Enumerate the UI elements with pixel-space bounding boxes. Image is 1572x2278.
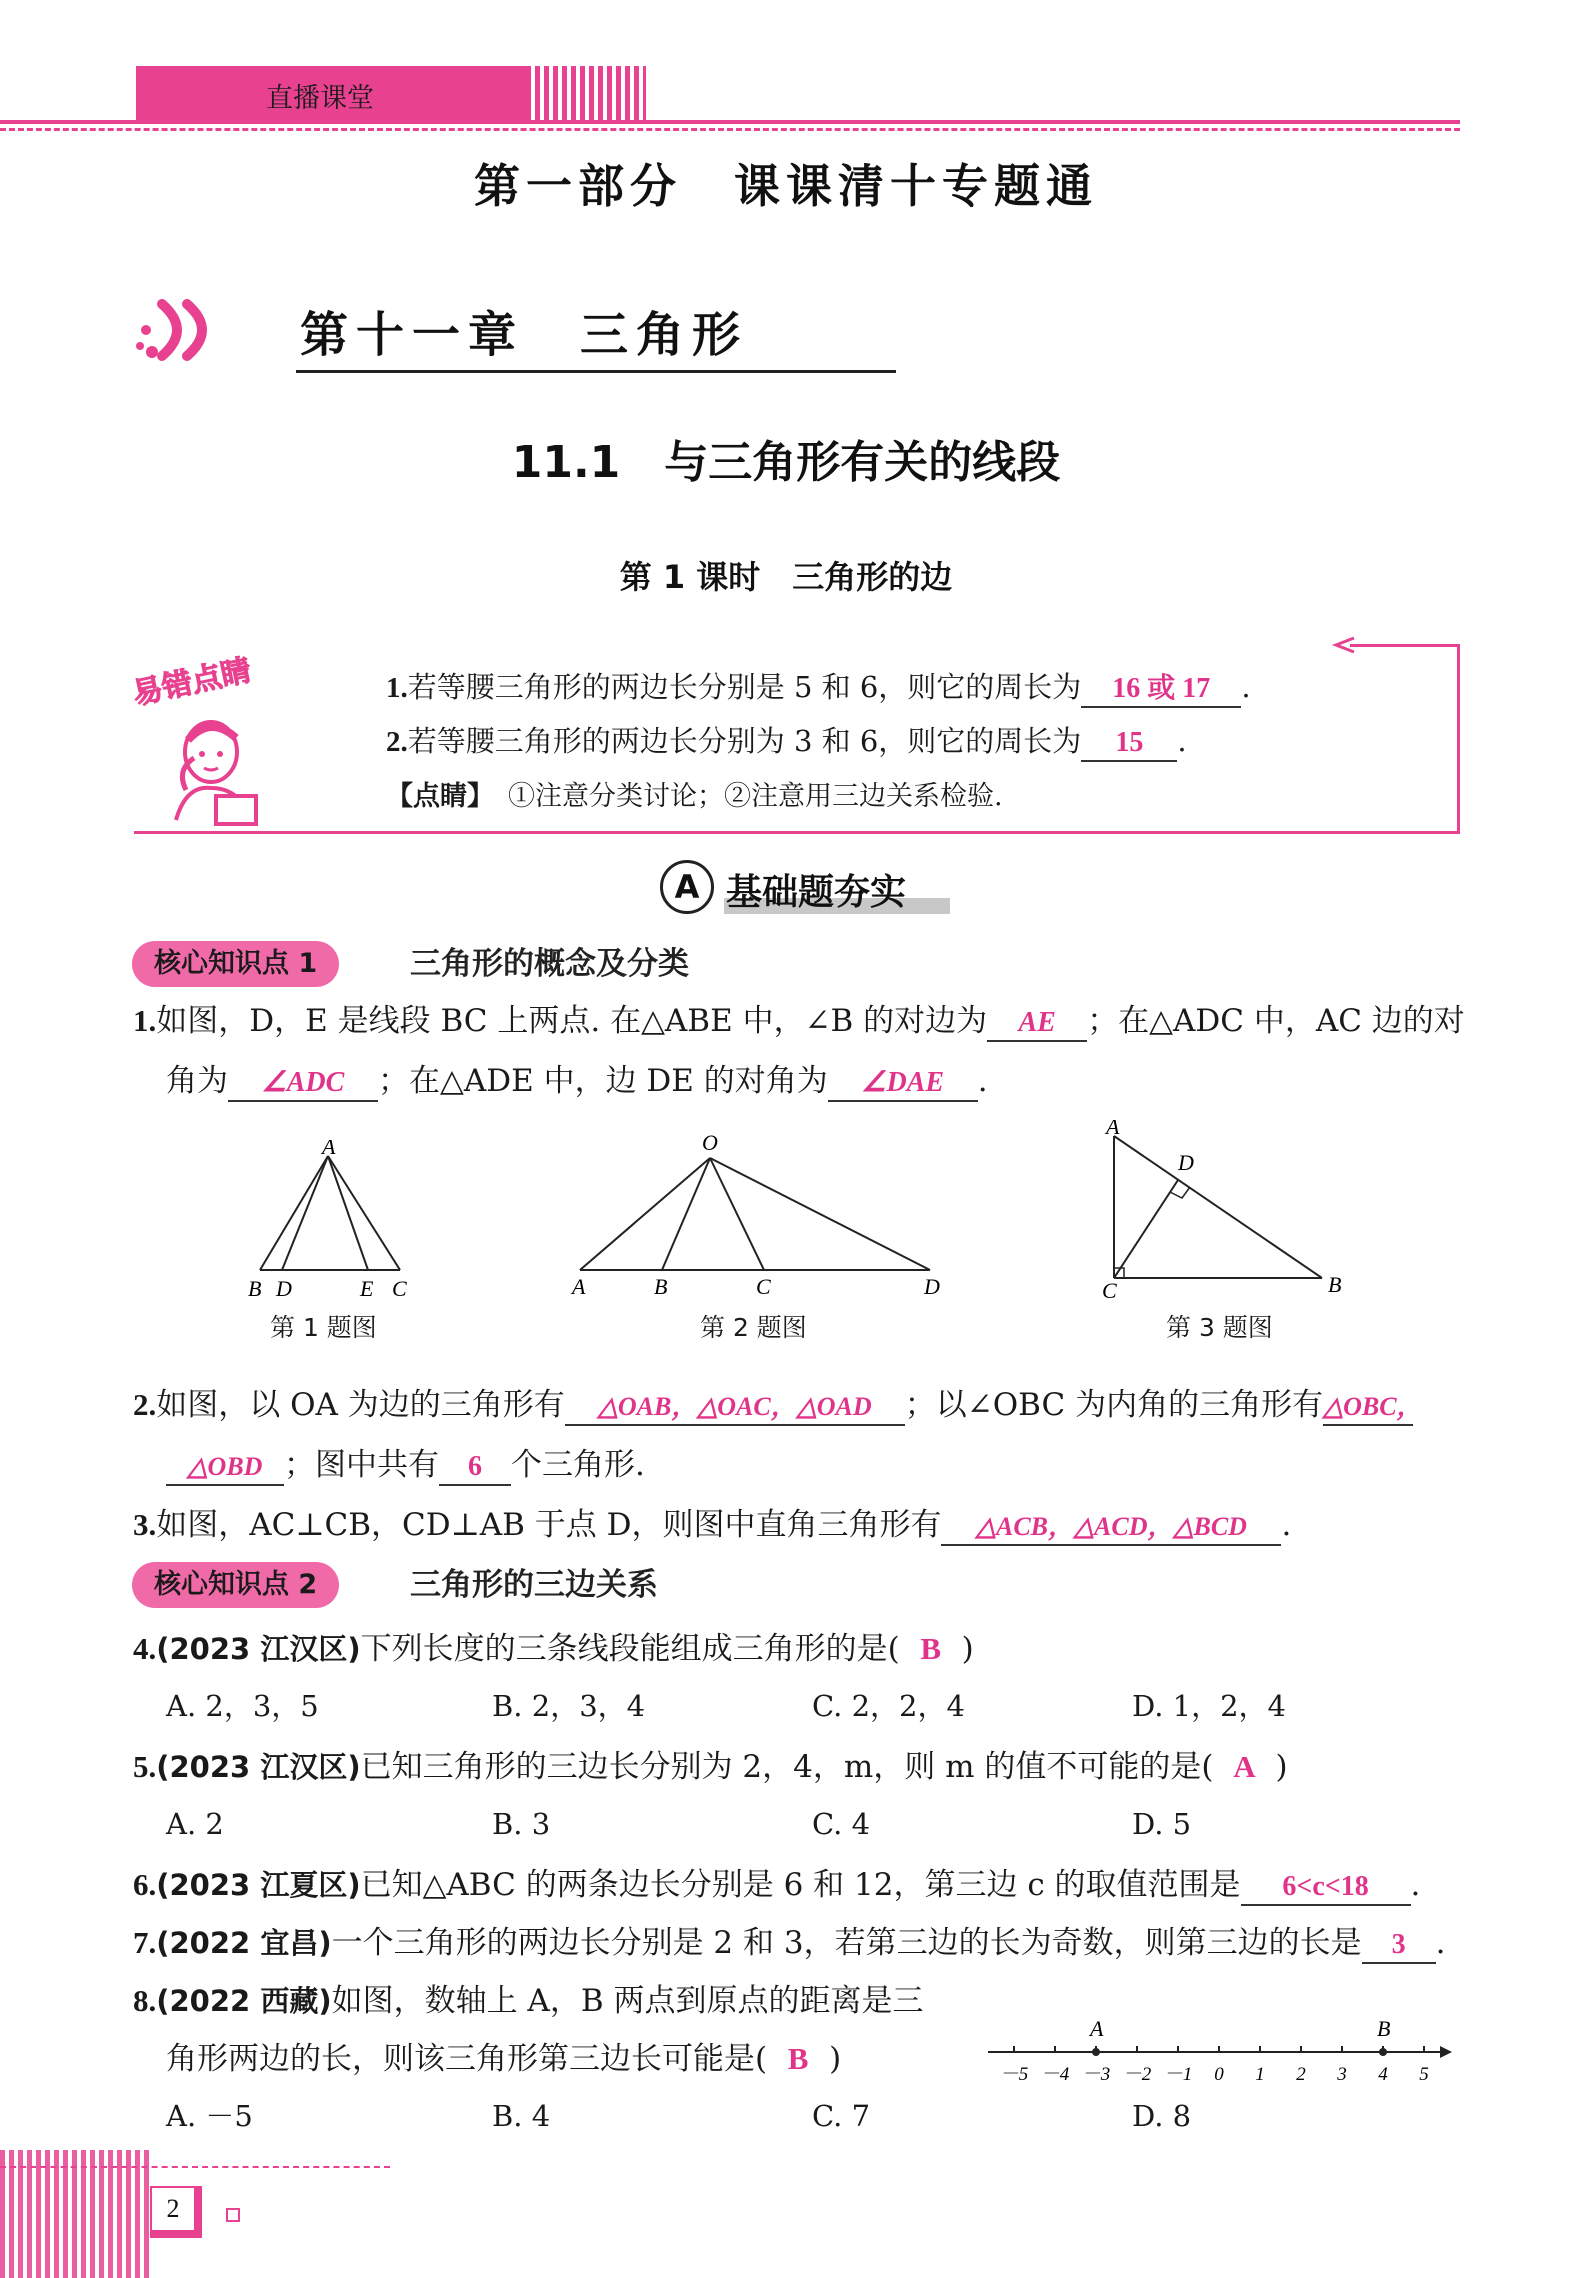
q1-answer-3: ∠DAE: [828, 1066, 978, 1102]
number-line-tick-label: 2: [1296, 2064, 1306, 2085]
number-line-tick-label: －3: [1081, 2064, 1111, 2085]
section-a-title: 基础题夯实: [726, 872, 907, 913]
fig2-label-o: O: [702, 1130, 718, 1155]
question-1-line1: 1.如图，D，E 是线段 BC 上两点. 在△ABE 中，∠B 的对边为 AE ；在△ADC 中，AC 边的对: [133, 998, 1465, 1044]
arrow-left-icon: [1326, 632, 1356, 658]
q4-answer: B: [920, 1631, 942, 1666]
q4-option-b: B. 2，3，4: [492, 1689, 646, 1723]
fig2-label-a: A: [572, 1274, 586, 1298]
error-tip: 【点睛】 ①注意分类讨论；②注意用三边关系检验.: [386, 781, 1003, 812]
chapter-arrow-icon: [132, 296, 232, 366]
q8-option-b: B. 4: [492, 2099, 551, 2133]
figure-1: [240, 1140, 420, 1300]
q4-option-a: A. 2，3，5: [166, 1689, 319, 1723]
q5-answer: A: [1233, 1749, 1256, 1784]
question-8-line2: 角形两边的长，则该三角形第三边长可能是( B ): [166, 2036, 841, 2082]
fig2-label-b: B: [654, 1274, 668, 1298]
question-5: 5.(2023 江汉区)已知三角形的三边长分别为 2，4，m，则 m 的值不可能的是( A ): [133, 1744, 1288, 1790]
section-a-heading: [660, 858, 960, 920]
banner-text: 直播课堂: [266, 83, 374, 114]
q4-option-d: D. 1，2，4: [1132, 1689, 1287, 1723]
question-6: 6.(2023 江夏区)已知△ABC 的两条边长分别是 6 和 12，第三边 c 的取值范围是 6<c<18 .: [133, 1862, 1420, 1908]
q5-option-d: D. 5: [1132, 1807, 1192, 1841]
fig2-label-c: C: [756, 1274, 771, 1298]
section-a-badge: A: [660, 860, 714, 914]
q2-answer-2b: △OBD: [166, 1450, 284, 1486]
q3-answer: △ACB，△ACD，△BCD: [941, 1510, 1281, 1546]
number-line-tick-label: 1: [1255, 2064, 1265, 2085]
fig1-label-a: A: [322, 1140, 336, 1159]
q5-option-c: C. 4: [812, 1807, 871, 1841]
question-2-line2: △OBD ；图中共有 6 个三角形.: [166, 1442, 645, 1488]
chapter-underline: [296, 370, 896, 373]
q8-option-d: D. 8: [1132, 2099, 1192, 2133]
kp2-title: 三角形的三边关系: [410, 1567, 658, 1603]
error-q2-answer: 15: [1081, 726, 1177, 762]
footer-dash: [0, 2166, 390, 2168]
kp2-pill: 核心知识点 2: [132, 1562, 339, 1608]
question-1-line2: 角为 ∠ADC ；在△ADE 中，边 DE 的对角为 ∠DAE .: [166, 1058, 988, 1104]
page-number-box: [150, 2186, 202, 2238]
number-line-point-a-label: A: [1090, 2016, 1104, 2041]
q7-answer: 3: [1362, 1928, 1436, 1964]
error-badge-text: 易错点睛: [129, 652, 255, 713]
kp1-title: 三角形的概念及分类: [410, 946, 689, 982]
number-line-point-b: [1379, 2048, 1387, 2056]
fig1-label-b: B: [248, 1276, 262, 1300]
number-line-tick-label: 5: [1419, 2064, 1429, 2085]
number-line-tick-label: 3: [1337, 2064, 1347, 2085]
part-title: 第一部分 课课清十专题通: [474, 159, 1098, 213]
section-title: 11.1 与三角形有关的线段: [511, 437, 1061, 488]
header-banner: [136, 66, 736, 124]
figure-3: [1090, 1120, 1350, 1300]
q8-option-c: C. 7: [812, 2099, 871, 2133]
q1-answer-2: ∠ADC: [228, 1066, 378, 1102]
fig2-caption: 第 2 题图: [700, 1313, 807, 1342]
error-q1-answer: 16 或 17: [1081, 672, 1241, 708]
question-8-line1: 8.(2022 西藏)如图，数轴上 A，B 两点到原点的距离是三: [133, 1983, 924, 2019]
q6-answer: 6<c<18: [1241, 1870, 1411, 1906]
header-rule: [0, 120, 1460, 124]
number-line-tick-label: 0: [1214, 2064, 1224, 2085]
question-4: 4.(2023 江汉区)下列长度的三条线段能组成三角形的是( B ): [133, 1626, 974, 1672]
question-3: 3.如图，AC⊥CB，CD⊥AB 于点 D，则图中直角三角形有 △ACB，△ACD，△BCD .: [133, 1502, 1291, 1548]
q8-answer: B: [787, 2041, 809, 2076]
q2-answer-1: △OAB，△OAC，△OAD: [565, 1390, 905, 1426]
fig1-label-c: C: [392, 1276, 407, 1300]
page-number: 2: [166, 2194, 180, 2223]
chapter-title: 第十一章 三角形: [300, 307, 749, 363]
number-line-tick-label: －2: [1122, 2064, 1152, 2085]
number-line-point-a: [1092, 2048, 1100, 2056]
number-line-tick-label: －1: [1163, 2064, 1193, 2085]
fig1-label-e: E: [360, 1276, 374, 1300]
error-q1: 1.若等腰三角形的两边长分别是 5 和 6，则它的周长为 16 或 17 .: [386, 664, 1251, 711]
question-2-line1: 2.如图，以 OA 为边的三角形有 △OAB，△OAC，△OAD ；以∠OBC 为内角的三角形有△OBC，: [133, 1382, 1413, 1428]
number-line-point-b-label: B: [1377, 2016, 1391, 2041]
number-line-tick-label: －4: [1040, 2064, 1070, 2085]
question-7: 7.(2022 宜昌)一个三角形的两边长分别是 2 和 3，若第三边的长为奇数，则第三边的长是 3 .: [133, 1920, 1445, 1966]
reading-person-icon: [156, 710, 276, 830]
fig3-label-c: C: [1102, 1278, 1117, 1300]
q8-option-a: A. －5: [166, 2099, 253, 2133]
q5-option-b: B. 3: [492, 1807, 551, 1841]
error-badge: [128, 652, 298, 820]
q4-option-c: C. 2，2，4: [812, 1689, 965, 1723]
lesson-title: 第 1 课时 三角形的边: [619, 558, 953, 596]
q2-answer-3: 6: [439, 1450, 511, 1486]
q2-answer-2a: △OBC，: [1323, 1390, 1413, 1426]
header-dash: [0, 128, 1460, 131]
q5-option-a: A. 2: [166, 1807, 224, 1841]
footer-square-icon: [226, 2208, 240, 2222]
number-line-tick-label: 4: [1378, 2064, 1388, 2085]
footer-stripe: [0, 2150, 150, 2278]
fig3-label-b: B: [1328, 1272, 1342, 1297]
fig3-label-a: A: [1106, 1120, 1120, 1139]
error-q2: 2.若等腰三角形的两边长分别为 3 和 6，则它的周长为 15 .: [386, 718, 1187, 765]
figure-2: [560, 1128, 950, 1298]
fig3-caption: 第 3 题图: [1166, 1313, 1273, 1342]
number-line: [980, 2010, 1460, 2100]
fig3-label-d: D: [1178, 1150, 1194, 1175]
fig2-label-d: D: [924, 1274, 940, 1298]
q1-answer-1: AE: [987, 1006, 1087, 1042]
number-line-tick-label: －5: [999, 2064, 1029, 2085]
fig1-caption: 第 1 题图: [270, 1313, 377, 1342]
fig1-label-d: D: [276, 1276, 292, 1300]
kp1-pill: 核心知识点 1: [132, 941, 339, 987]
